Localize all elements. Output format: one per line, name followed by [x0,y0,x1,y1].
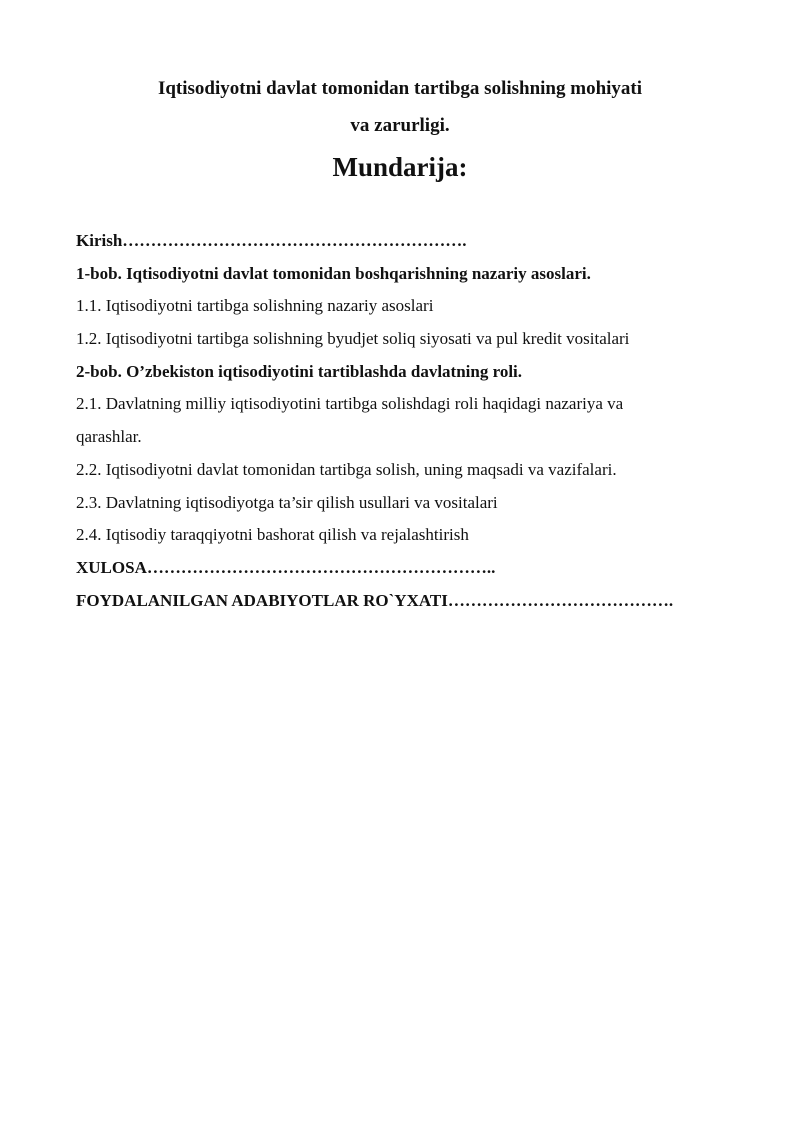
toc-entry-chapter-1: 1-bob. Iqtisodiyotni davlat tomonidan boshqarishning nazariy asoslari. [76,263,591,283]
toc-entry-section-2-4: 2.4. Iqtisodiy taraqqiyotni bashorat qilish va rejalashtirish [76,525,469,545]
document-title-line-2: va zarurligi. [350,115,450,136]
contents-heading: Mundarija: [332,152,468,182]
toc-entry-section-2-1: 2.1. Davlatning milliy iqtisodiyotini tartibga solishdagi roli haqidagi nazariya va [76,394,624,414]
toc-entry-conclusion: XULOSA…………………………………………………….. [76,557,496,577]
toc-entry-section-2-2: 2.2. Iqtisodiyotni davlat tomonidan tartibga solish, uning maqsadi va vazifalari. [76,459,617,479]
toc-entry-section-2-1-continued: qarashlar. [76,427,142,447]
table-of-contents [76,229,756,621]
toc-entry-section-2-3: 2.3. Davlatning iqtisodiyotga ta’sir qilish usullari va vositalari [76,492,498,512]
toc-entry-introduction: Kirish……………………………………………………. [76,231,467,250]
toc-entry-section-1-2: 1.2. Iqtisodiyotni tartibga solishning byudjet soliq siyosati va pul kredit vositalari [76,329,630,349]
document-title-line-1: Iqtisodiyotni davlat tomonidan tartibga solishning mohiyati [157,78,643,99]
toc-entry-references: FOYDALANILGAN ADABIYOTLAR RO`YXATI…………………………………. [76,590,674,610]
toc-entry-chapter-2: 2-bob. O’zbekiston iqtisodiyotini tartiblashda davlatning roli. [76,361,523,381]
toc-entry-section-1-1: 1.1. Iqtisodiyotni tartibga solishning nazariy asoslari [76,296,434,316]
